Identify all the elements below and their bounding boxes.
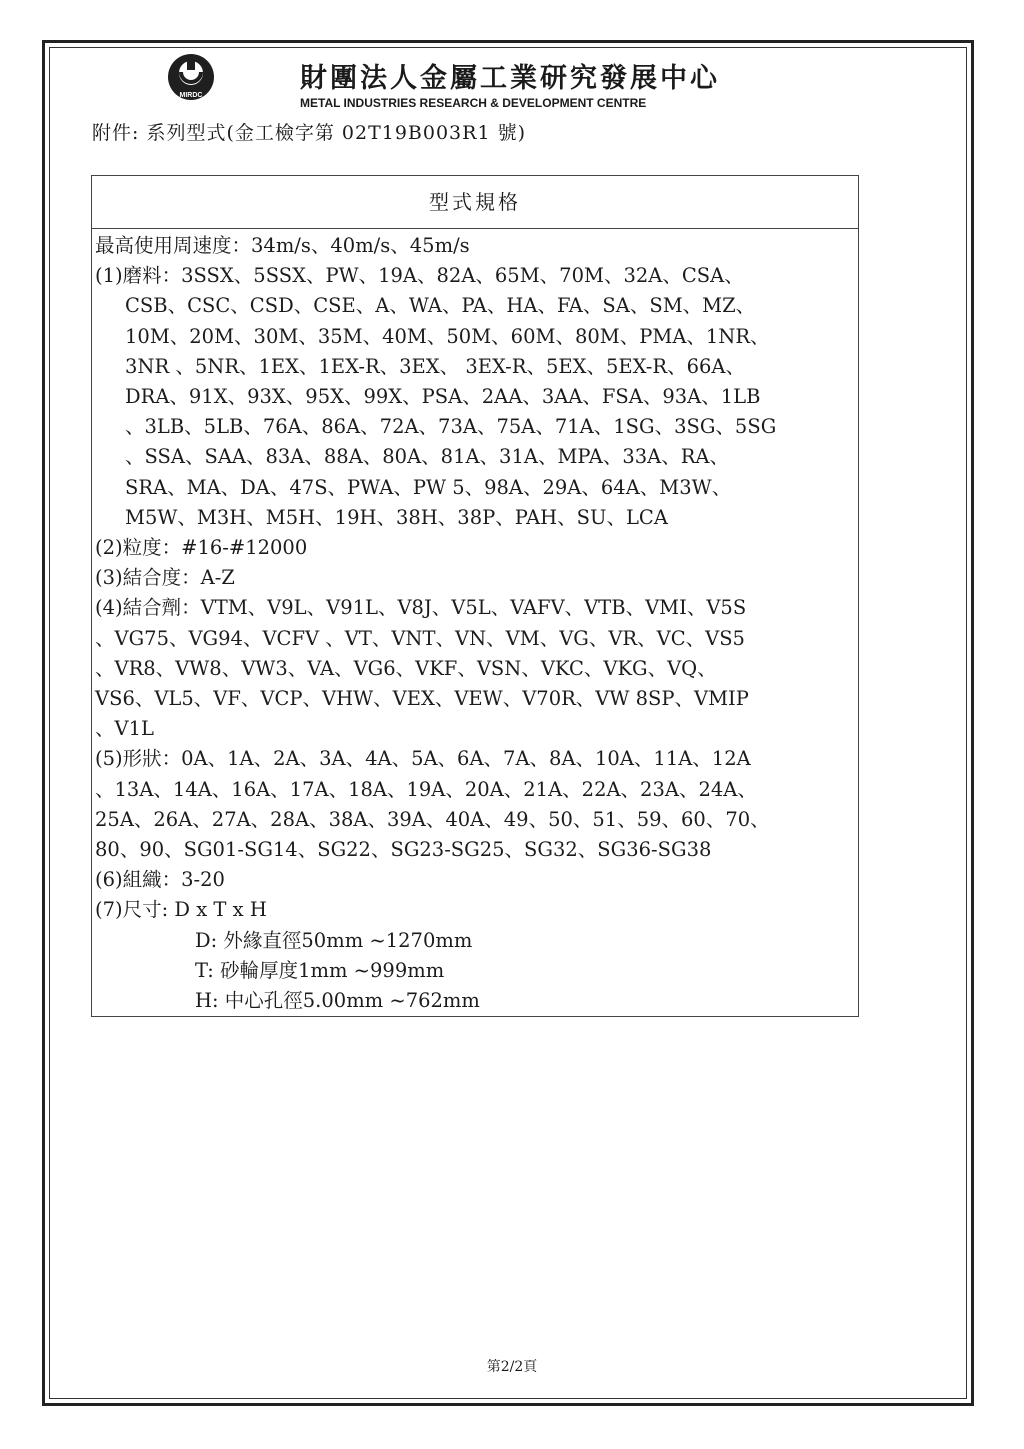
spec-abrasive-cont: 10M、20M、30M、35M、40M、50M、60M、80M、PMA、1NR、 — [125, 324, 770, 348]
logo-text: MIRDC — [179, 92, 203, 99]
org-name-english: METAL INDUSTRIES RESEARCH & DEVELOPMENT CENTRE — [300, 96, 647, 110]
spec-shape-cont: 、13A、14A、16A、17A、18A、19A、20A、21A、22A、23A、24A、 — [95, 777, 757, 801]
attachment-reference: 附件: 系列型式(金工檢字第 02T19B003R1 號) — [92, 122, 526, 144]
spec-structure: (6)組織：3-20 — [95, 868, 225, 892]
spec-bond-cont: 、VG75、VG94、VCFV 、VT、VNT、VN、VM、VG、VR、VC、VS5 — [95, 626, 745, 650]
spec-abrasive-cont: SRA、MA、DA、47S、PWA、PW 5、98A、29A、64A、M3W、 — [125, 475, 732, 499]
spec-abrasive-cont: 、3LB、5LB、76A、86A、72A、73A、75A、71A、1SG、3SG、5SG — [125, 415, 777, 439]
page-number: 第2/2頁 — [486, 1359, 538, 1375]
spec-table-title: 型式規格 — [92, 176, 858, 229]
spec-max-speed: 最高使用周速度：34m/s、40m/s、45m/s — [95, 234, 470, 257]
spec-abrasive-cont: 、SSA、SAA、83A、88A、80A、81A、31A、MPA、33A、RA、 — [125, 445, 729, 469]
spec-shape-cont: 25A、26A、27A、28A、38A、39A、40A、49、50、51、59、60、70、 — [95, 807, 770, 831]
spec-shape: (5)形狀：0A、1A、2A、3A、4A、5A、6A、7A、8A、10A、11A、12A — [95, 747, 751, 771]
spec-abrasive-cont: DRA、91X、93X、95X、99X、PSA、2AA、3AA、FSA、93A、1LB — [125, 385, 761, 409]
spec-size: (7)尺寸: D x T x H — [95, 898, 267, 922]
spec-bond: (4)結合劑：VTM、V9L、V91L、V8J、V5L、VAFV、VTB、VMI、V5S — [95, 596, 747, 620]
org-name-chinese: 財團法人金屬工業研究發展中心 — [300, 63, 720, 94]
spec-abrasive-cont: 3NR 、5NR、1EX、1EX-R、3EX、 3EX-R、5EX、5EX-R、66A、 — [125, 354, 745, 378]
letterhead — [0, 0, 1024, 120]
spec-bond-cont: VS6、VL5、VF、VCP、VHW、VEX、VEW、V70R、VW 8SP、VMIP — [95, 687, 749, 711]
spec-table — [91, 175, 859, 1017]
mirdc-logo-icon — [166, 52, 216, 102]
spec-table-body — [92, 229, 858, 1016]
spec-grit: (2)粒度：#16-#12000 — [95, 536, 308, 560]
spec-abrasive: (1)磨料：3SSX、5SSX、PW、19A、82A、65M、70M、32A、CSA、 — [95, 264, 744, 288]
spec-bond-cont: 、VR8、VW8、VW3、VA、VG6、VKF、VSN、VKC、VKG、VQ、 — [95, 656, 717, 680]
spec-shape-cont: 80、90、SG01-SG14、SG22、SG23-SG25、SG32、SG36-SG38 — [95, 838, 712, 862]
spec-size-thickness: T: 砂輪厚度1mm ~999mm — [195, 958, 445, 982]
spec-abrasive-cont: CSB、CSC、CSD、CSE、A、WA、PA、HA、FA、SA、SM、MZ、 — [125, 294, 756, 318]
spec-grade: (3)結合度：A-Z — [95, 566, 235, 590]
spec-size-diameter: D: 外緣直徑50mm ~1270mm — [195, 928, 473, 952]
spec-abrasive-cont: M5W、M3H、M5H、19H、38H、38P、PAH、SU、LCA — [125, 505, 668, 529]
spec-bond-cont: 、V1L — [95, 717, 154, 741]
spec-size-hole: H: 中心孔徑5.00mm ~762mm — [195, 989, 480, 1013]
